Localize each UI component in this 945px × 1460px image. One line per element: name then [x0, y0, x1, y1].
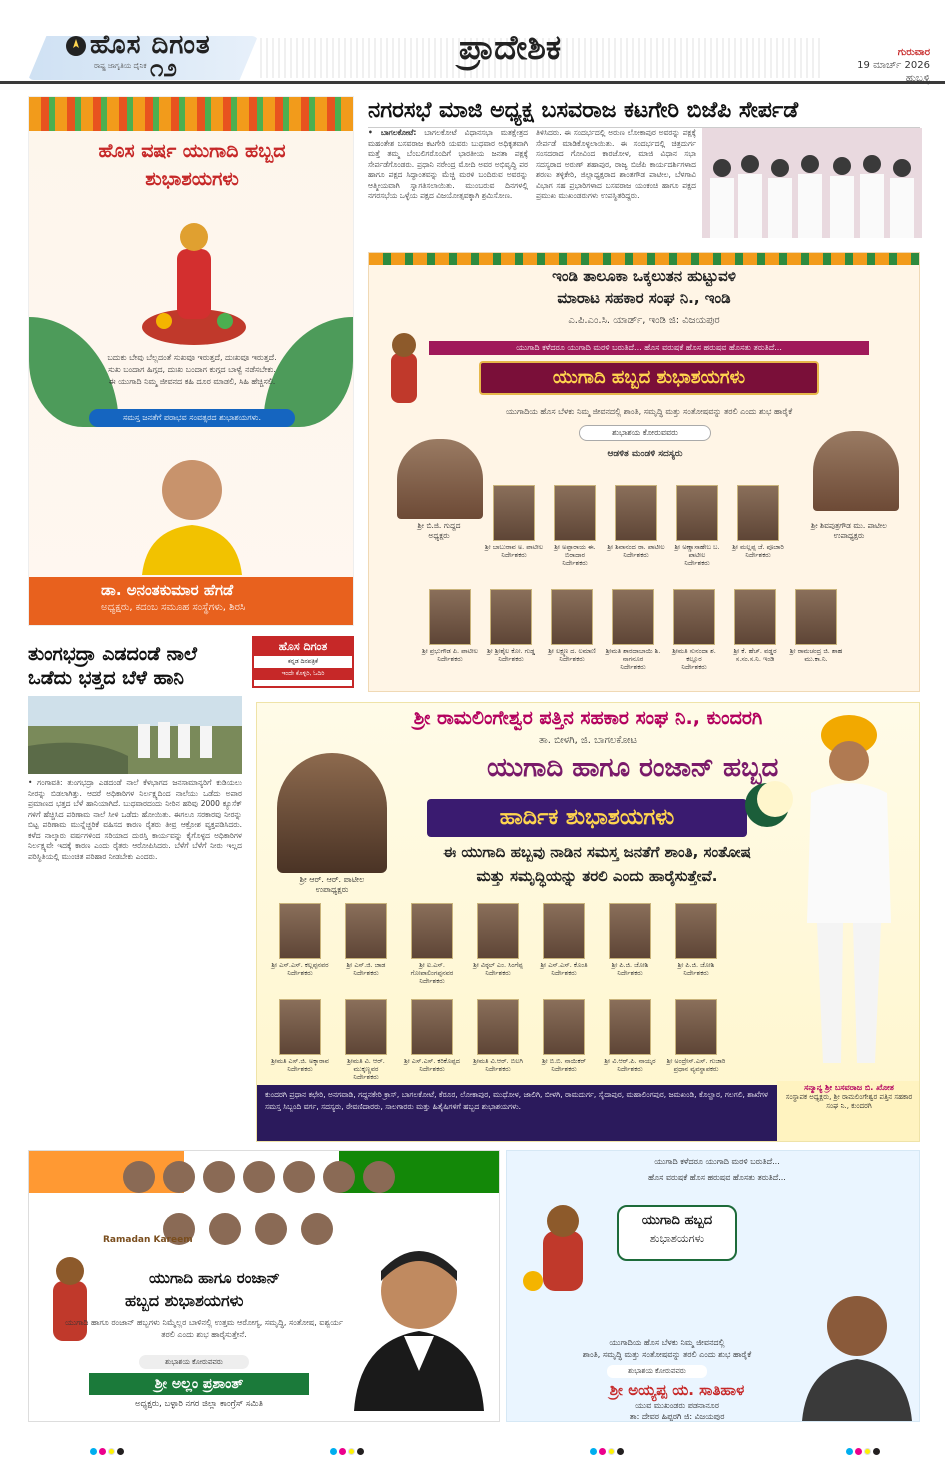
kalash-icon	[139, 209, 249, 349]
ad2-member-role: ನಿರ್ದೇಶಕರು	[501, 551, 527, 559]
ad3-member-role: ನಿರ್ದೇಶಕರು	[287, 969, 313, 977]
ad3-member-photo	[411, 999, 453, 1055]
ad2-member-caption	[606, 543, 666, 559]
masthead-tagline: ರಾಷ್ಟ್ರ ಜಾಗೃತಿಯ ದೈನಿಕ	[94, 62, 147, 70]
ad3-member-role: ನಿರ್ದೇಶಕರು	[551, 969, 577, 977]
story1-photo	[702, 128, 922, 238]
ad3-member-caption	[402, 961, 462, 985]
ad1-message	[69, 352, 315, 388]
ad3-message1: ಈ ಯುಗಾದಿ ಹಬ್ಬವು ನಾಡಿನ ಸಮಸ್ತ ಜನತೆಗೆ ಶಾಂತಿ, ಸಂತೋಷ	[443, 843, 751, 861]
registration-marks-2	[330, 1440, 366, 1448]
promo-sub: ಕನ್ನಡ ದಿನಪತ್ರಿಕೆ	[287, 658, 318, 665]
ad2-member-photo	[551, 589, 593, 645]
ad2-member-role: ನಿರ್ದೇಶಕರು	[620, 663, 646, 671]
registration-marks-4	[846, 1440, 882, 1448]
ad3-member-caption	[600, 961, 660, 977]
ad3-member-photo	[477, 903, 519, 959]
ad4-designation: ಅಧ್ಯಕ್ಷರು, ಬಳ್ಳಾರಿ ನಗರ ಜಿಲ್ಲಾ ಕಾಂಗ್ರೆಸ್ ಸಮಿತಿ	[134, 1399, 264, 1409]
person-photo	[137, 445, 247, 575]
ad2-member-role: ಸ.ಸಂ.ಸ.ನಿ. ಇಂಡಿ	[735, 655, 775, 663]
ad3-member-photo	[345, 903, 387, 959]
ad3-member-role: ನಿರ್ದೇಶಕರು	[353, 969, 379, 977]
ad2-member-photo	[676, 485, 718, 541]
ad2-vice-role: ಉಪಾಧ್ಯಕ್ಷರು	[833, 531, 865, 540]
ad1-namebar	[29, 577, 353, 626]
ad2-greeters: ಶುಭಾಶಯ ಕೋರುವವರು	[579, 425, 711, 441]
city: ಹುಬ್ಬಳ್ಳಿ	[905, 73, 930, 84]
masthead	[28, 30, 248, 82]
ad2-member-caption	[667, 543, 727, 567]
ad2-member-photo	[734, 589, 776, 645]
ad5-message-line2: ಶಾಂತಿ, ಸಮೃದ್ಧಿ ಮತ್ತು ಸಂತೋಷವನ್ನು ತರಲಿ ಎಂದು ಶುಭ ಹಾರೈಕೆ	[582, 1350, 752, 1359]
ad2-member-photo	[673, 589, 715, 645]
ad1-heading-line2: ಶುಭಾಶಯಗಳು	[145, 168, 239, 190]
ad1-message-line3: ಈ ಯುಗಾದಿ ನಿಮ್ಮ ಜೀವನದ ಕಹಿ ದೂರ ಮಾಡಲಿ, ಸಿಹಿ ಹೆಚ್ಚಿಸಲಿ.	[108, 377, 276, 386]
ad1-message-line1: ಬದುಕು ಬೇವು ಬೆಲ್ಲದಂತೆ ಸುಖವೂ ಇರುತ್ತದೆ, ದುಃಖವೂ ಇರುತ್ತದೆ.	[107, 353, 277, 362]
ad2-line2: ಮಾರಾಟ ಸಹಕಾರ ಸಂಘ ನಿ., ಇಂಡಿ	[557, 289, 731, 307]
ad3-member-caption	[336, 961, 396, 977]
ad3-left-role: ಉಪಾಧ್ಯಕ್ಷರು	[315, 885, 349, 894]
ad5-line1: ಯುಗಾದಿ ಕಳೆದರೂ ಯುಗಾದಿ ಮರಳಿ ಬರುತಿದೆ...	[654, 1157, 780, 1166]
ad2-board-title: ಆಡಳಿತ ಮಂಡಳಿ ಸದಸ್ಯರು	[607, 449, 683, 459]
masthead-title: ಹೊಸ ದಿಗಂತ	[90, 30, 211, 60]
kalash-icon	[379, 323, 429, 413]
ad2-line3: ಎ.ಪಿ.ಎಂ.ಸಿ. ಯಾರ್ಡ್, ಇಂಡಿ ಜಿ: ವಿಜಯಪುರ	[568, 315, 720, 326]
ad2-member-photo	[612, 589, 654, 645]
ad2-member-photo	[737, 485, 779, 541]
ad3-member-photo	[543, 903, 585, 959]
ad2-member-name: ಶ್ರೀ ಅಪ್ಪಾರಾಯ ಈ. ಬಿರಾದಾರ	[554, 543, 596, 559]
ad2-member-caption	[542, 647, 602, 663]
ad3-member-role: ನಿರ್ದೇಶಕರು	[551, 1065, 577, 1073]
flower-garland	[29, 97, 353, 131]
ad3-member-name: ಶ್ರೀ ವಿಠ್ಠಲ್ ಎಂ. ಸಿಂಗೆಪ್ಪ	[473, 961, 523, 969]
ad3-member-name: ಶ್ರೀ ಪಿ.ಜಿ. ಜೋಶಿ	[611, 961, 649, 969]
ad3-member-caption	[468, 1057, 528, 1073]
ad2-member-caption	[725, 647, 785, 663]
ad3-standing-person	[791, 703, 901, 1083]
ad3-member-photo	[279, 903, 321, 959]
ad2-line1: ಇಂಡಿ ತಾಲೂಕಾ ಒಕ್ಕಲುತನ ಹುಟ್ಟುವಳಿ	[552, 267, 736, 285]
kalash-icon	[513, 1191, 613, 1301]
ad2-member-caption	[545, 543, 605, 567]
promo-title: ಹೊಸ ದಿಗಂತ	[254, 638, 352, 656]
ad2-vice	[799, 521, 899, 541]
ad3-member-name: ಶ್ರೀಮತಿ ವಿ.ಆರ್. ಬಿಲಗಿ	[473, 1057, 523, 1065]
leaders-photos	[119, 1157, 399, 1197]
ad3-member-caption	[270, 1057, 330, 1073]
group-photo	[702, 128, 922, 238]
ad3-member-caption	[270, 961, 330, 977]
ad3-founder-desc: ಸಂಸ್ಥಾಪಕ ಅಧ್ಯಕ್ಷರು, ಶ್ರೀ ರಾಮಲಿಂಗೇಶ್ವರ ಪತ್ತಿನ ಸಹಕಾರ ಸಂಘ ನಿ., ಕುಂದರಗಿ	[785, 1093, 913, 1110]
ad4-name: ಶ್ರೀ ಅಲ್ಲಂ ಪ್ರಶಾಂತ್	[89, 1373, 309, 1395]
leaders-row	[119, 1157, 399, 1197]
ad5-message	[527, 1337, 807, 1361]
ad1-name: ಡಾ. ಅನಂತಕುಮಾರ ಹೆಗಡೆ	[101, 581, 234, 599]
ad2-member-name: ಶ್ರೀ ಪ್ರಭುಗೌಡ ಪಿ. ಪಾಟೀಲ	[422, 647, 478, 655]
ad5-box-line1: ಯುಗಾದಿ ಹಬ್ಬದ	[641, 1213, 713, 1228]
ad3-message2: ಮತ್ತು ಸಮೃದ್ಧಿಯನ್ನು ತರಲಿ ಎಂದು ಹಾರೈಸುತ್ತೇವೆ.	[476, 867, 718, 885]
ad2-member-photo	[429, 589, 471, 645]
mosque-moon-icon	[737, 775, 797, 835]
ad3-location: ತಾ. ಬೀಳಗಿ, ಜಿ. ಬಾಗಲಕೋಟ	[538, 735, 638, 746]
ad3-member-name: ಶ್ರೀಮತಿ ಎಸ್.ಜಿ. ಅಕ್ಕಾರಾವ	[271, 1057, 329, 1065]
ad3-member-role: ನಿರ್ದೇಶಕರು	[485, 1065, 511, 1073]
ad2-member-name: ಶ್ರೀ ಅಣ್ಣಾಸಾಹೇಬ ಬ. ಪಾಟೀಲ	[674, 543, 720, 559]
ad3-member-caption	[666, 961, 726, 977]
story2-headline[interactable]	[28, 642, 240, 690]
ad4-heading2: ಹಬ್ಬದ ಶುಭಾಶಯಗಳು	[125, 1291, 244, 1310]
ad2-member-caption	[603, 647, 663, 671]
ad2-vice-photo	[813, 431, 899, 511]
ad3-member-role: ನಿರ್ದೇಶಕರು	[419, 977, 445, 985]
ad2-member-role: ಮು.ಕಾ.ನಿ.	[804, 655, 828, 663]
ad2-president-photo	[397, 439, 483, 519]
ad3-member-photo	[675, 999, 717, 1055]
ad1-heading-line1: ಹೊಸ ವರ್ಷ ಯುಗಾದಿ ಹಬ್ಬದ	[98, 140, 286, 162]
ad3-member-caption	[534, 961, 594, 977]
ad3-member-photo	[411, 903, 453, 959]
ad3-title: ಶ್ರೀ ರಾಮಲಿಂಗೇಶ್ವರ ಪತ್ತಿನ ಸಹಕಾರ ಸಂಘ ನಿ., ಕುಂದರಗಿ	[413, 707, 763, 729]
ad2-member-caption	[786, 647, 846, 663]
ad3-member-role: ನಿರ್ದೇಶಕರು	[617, 969, 643, 977]
story2-col1: • ಗಂಗಾವತಿ: ತುಂಗಭದ್ರಾ ಎಡದಂಡೆ ನಾಲೆ ಕೆಳಭಾಗದ ಜನಸಾಮಾನ್ಯರಿಗೆ ಕುಡಿಯಲು ನೀರನ್ನು ಬಿಡಲಾಗಿತ್ತು. ಆದರೆ ಅಧಿಕಾರಿಗಳ ನಿರ್ಲಕ್ಷ್ಯದಿಂದ ನಾಲೆಯು ಒಡೆದು ಅಪಾರ ಪ್ರಮಾಣದ ಭತ್ತದ ಬೆಳೆ ಹಾನಿಯಾಗಿದೆ. ಬುಧವಾರದಂದು ನೀರಿನ ಹರಿವು 2000 ಕ್ಯೂಸೆಕ್ ಗಳಿಗೆ ಹೆಚ್ಚಿಸಿದ ಪರಿಣಾಮ ನಾಲೆ ಸೀಳಿ ಒಡೆದು ಹೋಯಿತು. ಈಗಲೂ ಸರಕಾರವು ನೀರನ್ನು ಬಿಟ್ಟ ಪರಿಣಾಮ ಮುನ್ನೆಚ್ಚರಿಕೆ ವಹಿಸದ ಕಾರಣ ರೈತರು ತೀವ್ರ ಆಕ್ರೋಶ ವ್ಯಕ್ತಪಡಿಸಿದರು. ಕಳೆದ ನಾಲ್ಕಾರು ವರ್ಷಗಳಿಂದ ಸರಿಯಾದ ದುರಸ್ತಿ ಕಾರ್ಯವನ್ನು ಕೈಗೊಳ್ಳದ ಅಧಿಕಾರಿಗಳ ನಿರ್ಲಕ್ಷ್ಯವೇ ಇದಕ್ಕೆ ಕಾರಣ ಎಂದು ರೈತರು ಆರೋಪಿಸಿದರು. ಬೆಳೆಗೆ ಬೆಳೆಗೆ ನೀರು ಇಲ್ಲದ ಪರಿಸ್ಥಿತಿಯಲ್ಲಿ ಮುಂಚಿತ ಪರಿಹಾರ ನೀಡಬೇಕು ಎಂದರು.	[28, 778, 242, 861]
section-title: ಪ್ರಾದೇಶಿಕ	[458, 28, 562, 68]
story1-dateline: • ಬಾಗಲಕೋಟೆ:	[368, 128, 417, 137]
story2-headline-line1: ತುಂಗಭದ್ರಾ ಎಡದಂಡೆ ನಾಲೆ	[28, 643, 198, 665]
ad2-member-name: ಶ್ರೀ ರಾಮಚಂದ್ರ ಜಿ. ಶಾಹ	[789, 647, 843, 655]
ad4-message: ಯುಗಾದಿ ಹಾಗೂ ರಂಜಾನ್ ಹಬ್ಬಗಳು ನಿಮ್ಮೆಲ್ಲರ ಬಾಳಿನಲ್ಲಿ ಉತ್ತಮ ಆರೋಗ್ಯ, ಸಮೃದ್ಧಿ, ಸಂತೋಷ, ಐಶ್ವರ್ಯ ತರಲಿ ಎಂದು ಶುಭ ಹಾರೈಸುತ್ತೇನೆ.	[65, 1318, 343, 1339]
lotus-logo-icon	[64, 34, 88, 58]
ad3-founder-name: ಸನ್ಮಾನ್ಯ ಶ್ರೀ ಬಸವರಾಜ ಬಿ. ಖೋತ	[804, 1083, 894, 1092]
ad2-member-role: ನಿರ್ದೇಶಕರು	[437, 655, 463, 663]
ad1-heading	[49, 137, 335, 193]
ad2-member-caption	[420, 647, 480, 663]
ad2-member-photo	[493, 485, 535, 541]
ad2-president-role: ಅಧ್ಯಕ್ಷರು	[428, 531, 450, 540]
ad2-member-role: ನಿರ್ದೇಶಕರು	[562, 559, 588, 567]
dateline	[830, 46, 930, 85]
ad3-member-role: ನಿರ್ದೇಶಕರು	[485, 969, 511, 977]
ad-ugadi-hegde	[28, 96, 354, 626]
ad2-member-name: ಶ್ರೀ ಬಾಬುರಾವ ಅ. ಪಾಟೀಲ	[484, 543, 544, 551]
ad3-member-caption	[402, 1057, 462, 1073]
person-photo	[797, 1271, 917, 1421]
ad1-greeting-pill: ಸಮಸ್ತ ಜನತೆಗೆ ಪರಾಭವ ಸಂವತ್ಸರದ ಶುಭಾಶಯಗಳು.	[89, 409, 295, 427]
kalash-icon	[35, 1241, 105, 1361]
ad2-president	[389, 521, 489, 541]
ad1-message-line2: ಸುಖ ಬಂದಾಗ ಹಿಗ್ಗದ, ದುಃಖ ಬಂದಾಗ ಕುಗ್ಗದ ಬಾಳ್ವೆ ನಡೆಸಬೇಕು.	[108, 365, 276, 374]
ad-indi-taluka	[368, 252, 920, 692]
ad5-line2: ಹೊಸ ವರುಷಕೆ ಹೊಸ ಹರುಷವ ಹೊಸತು ತರುತಿದೆ...	[648, 1173, 786, 1182]
ad3-member-name: ಶ್ರೀ ಅಂದ್ರೇಸ್.ಎಸ್. ಗುಜಾರಿ	[666, 1057, 726, 1065]
ad3-member-photo	[477, 999, 519, 1055]
ad3-member-name: ಶ್ರೀ ಪಿ.ಜಿ. ಜೋಶಿ	[677, 961, 715, 969]
ad3-member-photo	[675, 903, 717, 959]
ad5-box-line2: ಶುಭಾಶಯಗಳು	[649, 1232, 705, 1245]
ad3-member-name: ಶ್ರೀ ಎಸ್.ಎಸ್. ಕೊಂತಿ	[540, 961, 588, 969]
ad2-strip: ಯುಗಾದಿ ಕಳೆದರೂ ಯುಗಾದಿ ಮರಳಿ ಬರುತಿದೆ... ಹೊಸ ವರುಷಕೆ ಹೊಸ ಹರುಷವ ಹೊಸತು ತರುತಿದೆ...	[429, 341, 869, 355]
ad3-member-photo	[279, 999, 321, 1055]
story1-col1-text: ಬಾಗಲಕೋಟೆ ವಿಧಾನಸಭಾ ಮತಕ್ಷೇತ್ರದ ಮಹಂತೇಶ ಬಸವರಾಜ ಕಟಗೇರಿ ಯವರು ಬುಧವಾರ ಅಧಿಕೃತವಾಗಿ ಮತ್ತೆ ತಮ್ಮ ಬೆಂಬಲಿಗರೊಂದಿಗೆ ಭಾರತೀಯ ಜನತಾ ಪಕ್ಷಕ್ಕೆ ಸೇರ್ಪಡೆಗೊಂಡರು. ಪ್ರಧಾನಿ ನರೇಂದ್ರ ಮೋದಿ ಅವರ ಅಭಿವೃದ್ಧಿ ಪರ ಹಾಗೂ ಪಕ್ಷದ ಸಿದ್ಧಾಂತವನ್ನು ಮೆಚ್ಚಿ ಮರಳಿ ಬಂದಿರುವ ಅವರನ್ನು ಆತ್ಮೀಯವಾಗಿ ಸ್ವಾಗತಿಸಲಾಯಿತು. ಮುಂಬರುವ ದಿನಗಳಲ್ಲಿ ನಗರಸಭೆಯ ಒಳ್ಳೆಯ ಪಕ್ಷದ ವಿಜಯೋತ್ಸವಕ್ಕಾಗಿ ಶ್ರಮಿಸೋಣ.	[368, 128, 528, 200]
ad3-member-name: ಶ್ರೀ ಬಿ.ಬಿ. ನಾಯಿಕರ್	[541, 1057, 587, 1065]
ad3-member-name: ಶ್ರೀ ಎಸ್.ಎಸ್. ಕರಿಕೊಪ್ಪದ	[403, 1057, 460, 1065]
ad3-heading1: ಯುಗಾದಿ ಹಾಗೂ ರಂಜಾನ್ ಹಬ್ಬದ	[487, 753, 779, 783]
ad3-member-role: ನಿರ್ದೇಶಕರು	[683, 969, 709, 977]
ad2-president-name: ಶ್ರೀ ಬಿ.ಜಿ. ಗುದ್ದದ	[417, 521, 461, 530]
ad3-footer: ಕುಂದರಗಿ ಪ್ರಧಾನ ಕಛೇರಿ, ಅನಗವಾಡಿ, ಗದ್ದನಕೇರಿ ಕ್ರಾಸ್, ಬಾಗಲಕೋಟೆ, ಕೆರೂರ, ಲೋಕಾಪುರ, ಮುಧೋಳ, ಜಾಲಿಗಿ, ಬೀಳಗಿ, ರಾಮದುರ್ಗ, ಸೈದಾಪುರ, ಮಹಾಲಿಂಗಪುರ, ಜಮಖಂಡಿ, ಕೊಲ್ಹಾರ, ಗಲಗಲಿ, ಶಾಖೆಗಳ ಸಮಸ್ತ ಸಿಬ್ಬಂದಿ ವರ್ಗ, ಸದಸ್ಯರು, ಠೇವಣಿದಾರರು, ಸಾಲಗಾರರು ಮತ್ತು ಹಿತೈಷಿಗಳಿಗೆ ಹಬ್ಬದ ಶುಭಾಶಯಗಳು.	[257, 1085, 777, 1142]
ad5-greeters: ಶುಭಾಶಯ ಕೋರುವವರು	[607, 1365, 707, 1378]
ad2-member-role: ನಿರ್ದೇಶಕರು	[623, 551, 649, 559]
story1-col1	[368, 128, 528, 202]
ad2-member-role: ನಿರ್ದೇಶಕರು	[681, 663, 707, 671]
ad4-greeters: ಶುಭಾಶಯ ಕೋರುವವರು	[139, 1355, 249, 1369]
ad2-member-role: ನಿರ್ದೇಶಕರು	[559, 655, 585, 663]
promo-cta: ಇಂದೇ ಕೊಳ್ಳಿರಿ, ಓದಿರಿ	[254, 668, 352, 680]
ad2-member-caption	[481, 647, 541, 663]
ad2-member-name: ಶ್ರೀಮತಿ ಸುನಂದಾ ಶ. ಕಲ್ಲೂರ	[672, 647, 716, 663]
ad2-member-name: ಶ್ರೀ ಮಲ್ಲಪ್ಪ ಜೆ. ಪೂಜಾರಿ	[732, 543, 784, 551]
ad3-member-name: ಶ್ರೀಮತಿ ವಿ. ಆರ್. ಮುಕ್ಕಣ್ಣವರ	[347, 1057, 385, 1073]
ad5-greeting-box	[617, 1205, 737, 1261]
ad2-member-caption	[728, 543, 788, 559]
ad3-member-caption	[600, 1057, 660, 1073]
story2-headline-line2: ಒಡೆದು ಭತ್ತದ ಬೆಳೆ ಹಾನಿ	[28, 667, 184, 689]
ad5-name: ಶ್ರೀ ಅಯ್ಯಪ್ಪ ಯ. ಸಾತಿಹಾಳ	[609, 1381, 745, 1399]
ad3-member-photo	[609, 903, 651, 959]
person-photo	[349, 1211, 489, 1411]
date: 19 ಮಾರ್ಚ್ 2026	[857, 60, 930, 71]
ad2-member-caption	[484, 543, 544, 559]
ad2-member-role: ನಿರ್ದೇಶಕರು	[684, 559, 710, 567]
ad-ramalingeshwara	[256, 702, 920, 1142]
ad-allam-prashant	[28, 1150, 500, 1422]
story1-col2: ತಿಳಿಸಿದರು. ಈ ಸಂದರ್ಭದಲ್ಲಿ ಅರುಣ ಲೋಕಾಪುರ ಅವರನ್ನು ಪಕ್ಷಕ್ಕೆ ಸೇರ್ಪಡೆ ಮಾಡಿಕೊಳ್ಳಲಾಯಿತು. ಈ ಸಂದರ್ಭದಲ್ಲಿ ಚಿತ್ರದುರ್ಗ ಸಂಸದರಾದ ಗೋವಿಂದ ಕಾರಜೋಳ, ಮಾಜಿ ವಿಧಾನ ಸಭಾ ಸದಸ್ಯರಾದ ಅರುಣ್ ಶಹಾಪುರ, ರಾಜ್ಯ ಬಿಜೆಪಿ ಕಾರ್ಯದರ್ಶಿಗಳಾದ ಶರಣು ತಳ್ಳಿಕೇರಿ, ಜಿಲ್ಲಾಧ್ಯಕ್ಷರಾದ ಶಾಂತಗೌಡ ಪಾಟೀಲ, ಬೆಳಗಾವಿ ವಿಭಾಗ ಸಹ ಪ್ರಭಾರಿಗಳಾದ ಬಸವರಾಜ ಯಂಕಂಚಿ ಹಾಗೂ ಪಕ್ಷದ ಪ್ರಮುಖ ಮುಖಂಡರುಗಳು ಉಪಸ್ಥಿತರಿದ್ದರು.	[536, 128, 696, 200]
ad2-member-role: ನಿರ್ದೇಶಕರು	[745, 551, 771, 559]
ad2-garland	[369, 253, 919, 265]
ad2-member-name: ಶ್ರೀ ಶಿವಾನಂದ ರಾ. ಪಾಟೀಲ	[607, 543, 665, 551]
ramadan-badge: Ramadan Kareem	[103, 1235, 193, 1245]
ad3-member-photo	[345, 999, 387, 1055]
ad2-sub: ಯುಗಾದಿಯ ಹೊಸ ಬೆಳಕು ನಿಮ್ಮ ಜೀವನದಲ್ಲಿ ಶಾಂತಿ, ಸಮೃದ್ಧಿ ಮತ್ತು ಸಂತೋಷವನ್ನು ತರಲಿ ಎಂದು ಶುಭ ಹಾರೈಕೆ	[505, 407, 793, 416]
canal-photo	[28, 696, 242, 774]
ad3-left-photo	[277, 753, 387, 873]
ad3-heading2: ಹಾರ್ದಿಕ ಶುಭಾಶಯಗಳು	[427, 799, 747, 837]
ad2-vice-name: ಶ್ರೀ ಶಿವಪುತ್ರಗೌಡ ಮು. ಪಾಟೀಲ	[811, 521, 887, 530]
registration-marks-3	[590, 1440, 626, 1448]
ad5-designation1: ಯುವ ಮುಖಂಡರು ಪಡನಾನೂರ	[634, 1401, 719, 1410]
ad5-designation2: ತಾ: ದೇವರ ಹಿಪ್ಪರಗಿ ಜಿ: ವಿಜಯಪುರ	[629, 1412, 725, 1421]
ad1-designation: ಅಧ್ಯಕ್ಷರು, ಕದಂಬ ಸಮೂಹ ಸಂಸ್ಥೆಗಳು, ಶಿರಸಿ	[101, 602, 246, 613]
ad2-banner: ಯುಗಾದಿ ಹಬ್ಬದ ಶುಭಾಶಯಗಳು	[479, 361, 819, 395]
ad3-member-caption	[468, 961, 528, 977]
ad2-member-photo	[795, 589, 837, 645]
ad5-message-line1: ಯುಗಾದಿಯ ಹೊಸ ಬೆಳಕು ನಿಮ್ಮ ಜೀವನದಲ್ಲಿ	[609, 1338, 725, 1347]
registration-marks-1	[90, 1440, 126, 1448]
ad3-member-role: ನಿರ್ದೇಶಕರು	[617, 1065, 643, 1073]
ad3-member-role: ಪ್ರಧಾನ ವ್ಯವಸ್ಥಾಪಕರು	[673, 1065, 719, 1073]
day: ಗುರುವಾರ	[897, 47, 930, 58]
ad2-member-name: ಶ್ರೀಮತಿ ಶಾರದಾಬಾಯಿ ಶಿ. ನಾಗನೂರ	[605, 647, 661, 663]
ad2-member-photo	[554, 485, 596, 541]
story1-headline[interactable]: ನಗರಸಭೆ ಮಾಜಿ ಅಧ್ಯಕ್ಷ ಬಸವರಾಜ ಕಟಗೇರಿ ಬಿಜೆಪಿ ಸೇರ್ಪಡೆ	[368, 98, 920, 128]
ad3-member-caption	[534, 1057, 594, 1073]
ad2-member-photo	[615, 485, 657, 541]
ad3-member-caption	[336, 1057, 396, 1081]
ad-ayyappa	[506, 1150, 920, 1422]
ad2-member-caption	[664, 647, 724, 671]
ad3-member-caption	[666, 1057, 726, 1073]
ad3-member-photo	[543, 999, 585, 1055]
story1-body	[368, 128, 698, 238]
ad2-member-name: ಶ್ರೀ ಲಕ್ಷ್ಮಣ ದ. ಲಮಾಣಿ	[548, 647, 596, 655]
ad3-founder	[777, 1081, 920, 1142]
ad2-member-name: ಶ್ರೀ ಕೆ. ಹೆಚ್. ವಡ್ಡರ	[733, 647, 777, 655]
paper-promo	[252, 636, 354, 688]
story2-photo	[28, 696, 242, 774]
page-number: ೧೨	[150, 54, 177, 82]
ad4-heading1: ಯುಗಾದಿ ಹಾಗೂ ರಂಜಾನ್	[149, 1269, 280, 1287]
ad3-member-role: ನಿರ್ದೇಶಕರು	[419, 1065, 445, 1073]
ad3-member-role: ನಿರ್ದೇಶಕರು	[287, 1065, 313, 1073]
ad3-member-name: ಶ್ರೀ ಎಸ್.ಎಸ್. ಕಲ್ಲಪ್ಪನವರ	[271, 961, 329, 969]
ad3-member-role: ನಿರ್ದೇಶಕರು	[353, 1073, 379, 1081]
ad3-left-name-text: ಶ್ರೀ ಆರ್. ಆರ್. ಪಾಟೀಲ	[299, 875, 365, 884]
ad2-member-name: ಶ್ರೀ ಶ್ರೀಶೈಲ ಕೋ. ಗುಡ್ಡ	[486, 647, 536, 655]
ad3-member-name: ಶ್ರೀ ಐ.ಎಸ್. ಗೋಪಾಲಿಂಗಪ್ಪನವರ	[410, 961, 454, 977]
ad2-member-photo	[490, 589, 532, 645]
ad3-member-photo	[609, 999, 651, 1055]
ad3-member-name: ಶ್ರೀ ವಿ.ಆರ್.ಪಿ. ನಾಯ್ಕರ	[604, 1057, 656, 1065]
ad3-member-name: ಶ್ರೀ ಎಸ್.ಜಿ. ಜಾಡ	[346, 961, 386, 969]
ad2-member-role: ನಿರ್ದೇಶಕರು	[498, 655, 524, 663]
